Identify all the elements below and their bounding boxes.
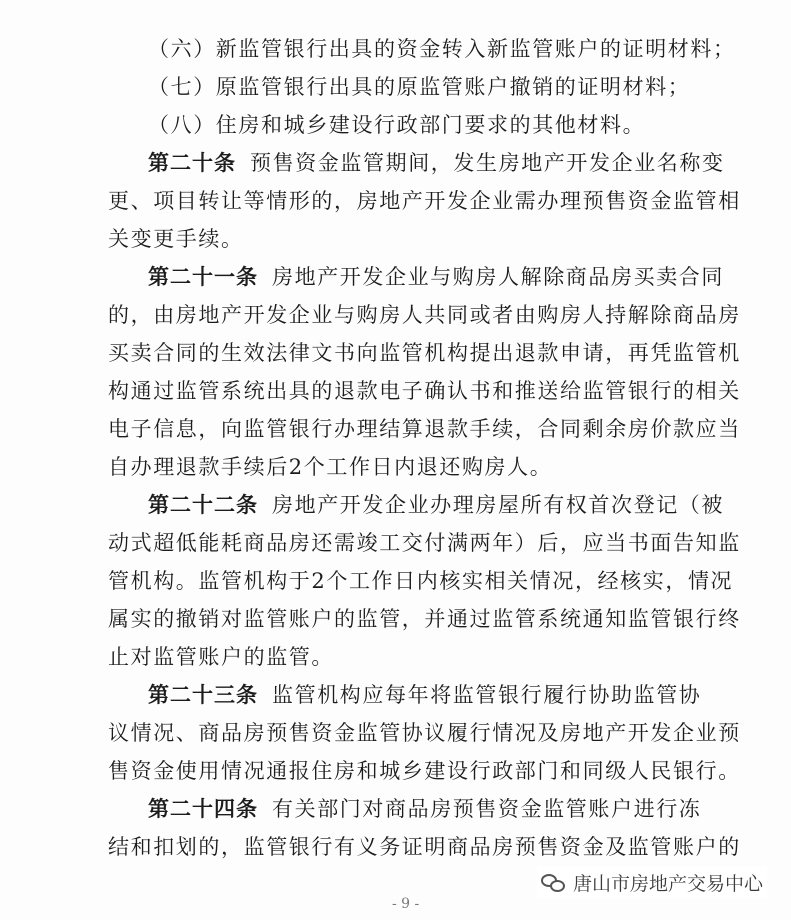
article-heading: 第二十四条 xyxy=(148,797,258,821)
line-text: 房地产开发企业与购房人解除商品房买卖合同 xyxy=(272,265,724,289)
text-line xyxy=(148,490,738,520)
line-text: 动式超低能耗商品房还需竣工交付满两年）后，应当书面告知监 xyxy=(108,531,741,555)
article-heading: 第二十三条 xyxy=(148,683,258,707)
line-text: 自办理退款手续后2个工作日内退还购房人。 xyxy=(108,455,553,479)
text-line xyxy=(108,338,741,368)
text-line xyxy=(108,376,741,406)
article-heading: 第二十二条 xyxy=(148,493,258,517)
line-text: 房地产开发企业办理房屋所有权首次登记（被 xyxy=(272,493,724,517)
text-line xyxy=(108,414,741,444)
text-line xyxy=(108,642,698,672)
line-text: 预售资金监管期间，发生房地产开发企业名称变 xyxy=(250,151,725,175)
line-text: 结和扣划的，监管银行有义务证明商品房预售资金及监管账户的 xyxy=(108,835,741,859)
watermark-text: 唐山市房地产交易中心 xyxy=(572,873,763,895)
line-text: 构通过监管系统出具的退款电子确认书和推送给监管银行的相关 xyxy=(108,379,741,403)
line-text: 属实的撤销对监管账户的监管，并通过监管系统通知监管银行终 xyxy=(108,607,741,631)
text-line xyxy=(108,566,734,596)
wechat-icon xyxy=(541,872,567,894)
line-text: （六）新监管银行出具的资金转入新监管账户的证明材料； xyxy=(148,37,736,61)
line-text: 止对监管账户的监管。 xyxy=(108,645,334,669)
line-text: 管机构。监管机构于2个工作日内核实相关情况，经核实，情况 xyxy=(108,569,734,593)
text-line xyxy=(108,718,741,748)
text-line xyxy=(148,794,738,824)
line-text: 议情况、商品房预售资金监管协议履行情况及房地产开发企业预 xyxy=(108,721,741,745)
text-line xyxy=(108,300,741,330)
line-text: 监管机构应每年将监管银行履行协助监管协 xyxy=(272,683,702,707)
text-line xyxy=(108,452,698,482)
line-text: 更、项目转让等情形的，房地产开发企业需办理预售资金监管相 xyxy=(108,189,741,213)
line-text: （八）住房和城乡建设行政部门要求的其他材料。 xyxy=(148,113,646,137)
line-text: 买卖合同的生效法律文书向监管机构提出退款申请，再凭监管机 xyxy=(108,341,741,365)
watermark xyxy=(537,867,767,898)
line-text: 关变更手续。 xyxy=(108,227,244,251)
text-line xyxy=(108,756,741,786)
text-line xyxy=(148,148,738,178)
text-line xyxy=(148,110,738,140)
line-text: （七）原监管银行出具的原监管账户撤销的证明材料； xyxy=(148,75,691,99)
article-heading: 第二十条 xyxy=(148,151,236,175)
text-line xyxy=(148,34,738,64)
text-line xyxy=(108,224,698,254)
text-line xyxy=(148,262,738,292)
text-line xyxy=(108,528,741,558)
text-line xyxy=(148,72,738,102)
line-text: 有关部门对商品房预售资金监管账户进行冻 xyxy=(272,797,702,821)
line-text: 电子信息，向监管银行办理结算退款手续，合同剩余房价款应当 xyxy=(108,417,741,441)
text-line xyxy=(108,604,741,634)
page-number: - 9 - xyxy=(392,896,420,912)
line-text: 的，由房地产开发企业与购房人共同或者由购房人持解除商品房 xyxy=(108,303,741,327)
text-line xyxy=(108,186,741,216)
article-heading: 第二十一条 xyxy=(148,265,258,289)
text-line xyxy=(108,832,741,862)
line-text: 售资金使用情况通报住房和城乡建设行政部门和同级人民银行。 xyxy=(108,759,741,783)
text-line xyxy=(148,680,738,710)
